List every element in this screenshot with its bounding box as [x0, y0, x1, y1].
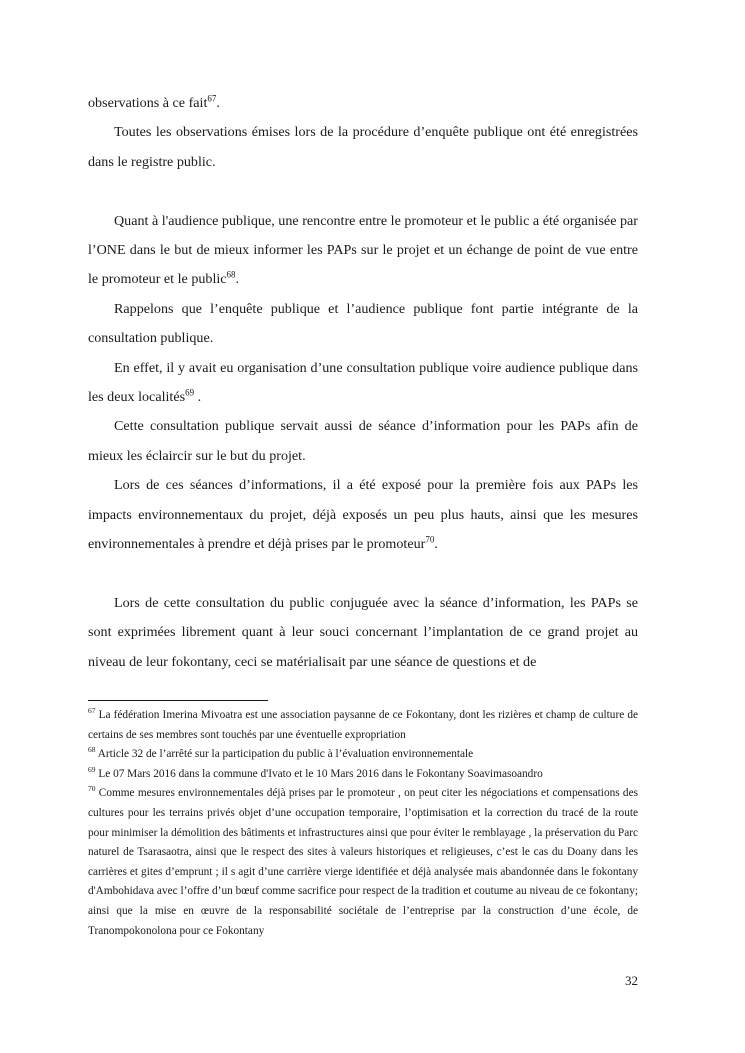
footnote-69: $^{69}$ Le 07 Mars 2016 dans la commune d'Ivato et le 10 Mars 2016 dans le Fokontany Soavimasoandro	[88, 765, 543, 780]
footnote-68: $^{68}$ Article 32 de l’arrêté sur la participation du public à l’évaluation environnementale	[88, 745, 474, 761]
paragraph-8: Lors de cette consultation du public conjuguée avec la séance d’information, les PAPs se sont exprimées librement quant à leur souci concernant l’implantation de ce grand projet au niveau de leur fokontany, ceci se matérialisait par une séance de questions et de	[88, 594, 638, 670]
paragraph-5: En effet, il y avait eu organisation d’une consultation publique voire audience publique dans les deux localités$^{69}$ .	[88, 359, 638, 406]
paragraph-6: Cette consultation publique servait aussi de séance d’information pour les PAPs afin de mieux les éclaircir sur le but du projet.	[88, 418, 638, 464]
footnote-ref-67[interactable]: 67	[207, 93, 217, 104]
paragraph-7: Lors de ces séances d’informations, il a été exposé pour la première fois aux PAPs les impacts environnementaux du projet, déjà exposés un peu plus hauts, ainsi que les mesures environnementales à prendre et déjà prises par le promoteur$^{70}$.	[88, 477, 638, 553]
footnote-separator	[88, 700, 268, 701]
paragraph-1: observations à ce fait$^{67}$.	[88, 93, 220, 111]
footnote-ref-70[interactable]: 70	[425, 534, 435, 545]
paragraph-4: Rappelons que l’enquête publique et l’audience publique font partie intégrante de la consultation publique.	[88, 300, 638, 347]
footnotes	[88, 706, 638, 941]
footnote-67: $^{67}$ La fédération Imerina Mivoatra est une association paysanne de ce Fokontany, dont les rizières et champ de culture de certains de ses membres sont touchés par une éventuelle expropriation	[88, 706, 638, 741]
body-text	[88, 89, 638, 677]
page-number: 32	[625, 973, 638, 988]
footnote-ref-69[interactable]: 69	[185, 387, 195, 398]
footnote-ref-68[interactable]: 68	[226, 269, 236, 280]
paragraph-3: Quant à l'audience publique, une rencontre entre le promoteur et le public a été organisée par l’ONE dans le but de mieux informer les PAPs sur le projet et un échange de point de vue entre le promoteur et le public$^{68}$.	[88, 212, 638, 288]
paragraph-2: Toutes les observations émises lors de la procédure d’enquête publique ont été enregistrées dans le registre public.	[88, 124, 638, 170]
footnote-70: $^{70}$ Comme mesures environnementales déjà prises par le promoteur , on peut citer les négociations et compensations des cultures pour les terrains privés objet d’une occupation temporaire, l’optimisation et la correction du tracé de la route pour minimiser la démolition des bâtiments et infrastructures ainsi que pour éviter le remblayage , la préservation du Parc naturel de Tsarasaotra, ainsi que le respect des sites à valeurs historiques et religieuses, c’est le cas du Doany dans les carrières et gites d’emprunt ; il s agit d’une carrière vierge identifiée et déjà analysée mais abandonnée dans le fokontany d'Ambohidava avec l’offre d’un bœuf comme sacrifice pour respect de la tradition et coutume au niveau de ce fokontany; ainsi que la mise en œuvre de la responsabilité sociétale de l’entreprise par la construction d’une école, de Tranompokonolona pour ce Fokontany	[88, 784, 638, 937]
